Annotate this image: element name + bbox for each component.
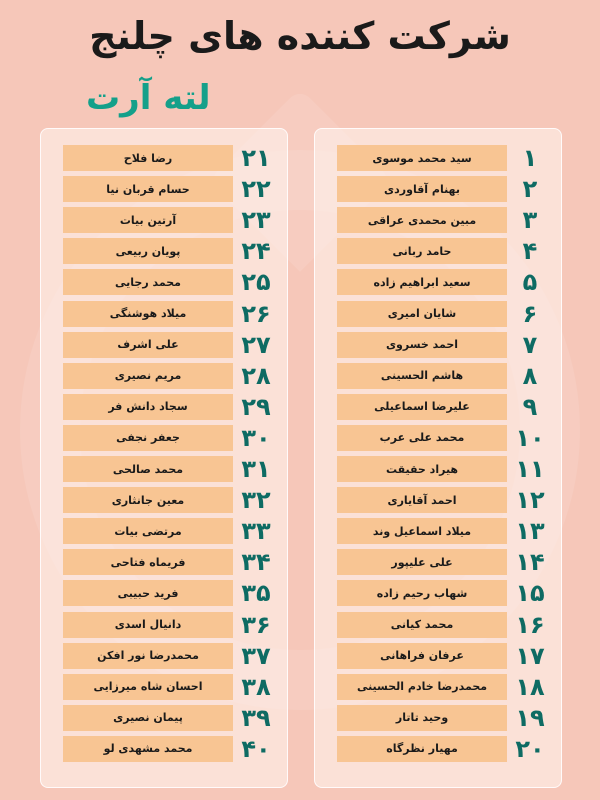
participant-number: ۳۳ <box>241 517 271 546</box>
participant-number: ۴ <box>522 237 538 266</box>
participant-name: احمد خسروی <box>337 332 507 358</box>
participant-row <box>63 674 279 700</box>
participant-number: ۲۸ <box>241 361 271 390</box>
participant-name: میلاد هوشنگی <box>63 301 233 327</box>
participant-row <box>337 674 553 700</box>
participant-number: ۳۸ <box>241 672 271 701</box>
participant-name: وحید تاتار <box>337 705 507 731</box>
participant-row <box>63 736 279 762</box>
participant-row <box>337 456 553 482</box>
participant-number: ۷ <box>522 330 538 359</box>
participant-name: مرتضی بیات <box>63 518 233 544</box>
participant-row <box>63 643 279 669</box>
participant-name: محمد رجایی <box>63 269 233 295</box>
participant-name: فرید حبیبی <box>63 580 233 606</box>
participant-number: ۱۸ <box>515 672 545 701</box>
participant-row <box>63 487 279 513</box>
participant-row <box>337 332 553 358</box>
participant-row <box>63 238 279 264</box>
participant-number: ۴۰ <box>241 734 271 763</box>
participant-row <box>337 643 553 669</box>
participant-name: هیراد حقیقت <box>337 456 507 482</box>
participant-row <box>63 145 279 171</box>
participant-number: ۳۱ <box>241 455 271 483</box>
participant-row <box>63 363 279 389</box>
participant-name: دانیال اسدی <box>63 612 233 638</box>
participant-row <box>63 425 279 451</box>
participant-row <box>337 425 553 451</box>
participant-number: ۲۴ <box>241 237 271 266</box>
participant-row <box>337 549 553 575</box>
participant-name: شایان امیری <box>337 301 507 327</box>
participant-number: ۵ <box>522 268 538 297</box>
participant-name: شهاب رحیم زاده <box>337 580 507 606</box>
participant-row <box>337 394 553 420</box>
participant-number: ۱۰ <box>515 423 545 452</box>
participant-row <box>63 332 279 358</box>
participant-name: محمد مشهدی لو <box>63 736 233 762</box>
participant-row <box>337 705 553 731</box>
participant-name: هاشم الحسینی <box>337 363 507 389</box>
participant-row <box>63 456 279 482</box>
participant-name: محمد کیانی <box>337 612 507 638</box>
participant-name: مبین محمدی عراقی <box>337 207 507 233</box>
participant-row <box>337 301 553 327</box>
participant-row <box>63 580 279 606</box>
participant-number: ۲۱ <box>241 144 271 172</box>
participant-row <box>337 176 553 202</box>
participant-number: ۲۶ <box>241 299 271 328</box>
participant-number: ۱ <box>522 144 538 172</box>
participant-number: ۲۷ <box>241 330 271 359</box>
participant-row <box>63 207 279 233</box>
participant-name: جعفر نجفی <box>63 425 233 451</box>
participant-row <box>337 269 553 295</box>
participant-row <box>63 301 279 327</box>
participant-number: ۳۰ <box>241 423 271 452</box>
participant-name: عرفان فراهانی <box>337 643 507 669</box>
participant-name: رضا فلاح <box>63 145 233 171</box>
page-title: شرکت کننده های چلنج <box>89 14 511 58</box>
participant-name: حامد ربانی <box>337 238 507 264</box>
participant-number: ۲۵ <box>241 268 271 297</box>
participant-row <box>337 612 553 638</box>
participant-name: علی اشرف <box>63 332 233 358</box>
participant-row <box>63 518 279 544</box>
participant-number: ۹ <box>522 392 538 421</box>
participant-row <box>63 394 279 420</box>
participant-number: ۱۱ <box>515 455 545 483</box>
participant-number: ۳۴ <box>241 548 271 577</box>
participant-name: سید محمد موسوی <box>337 145 507 171</box>
participant-name: پیمان نصیری <box>63 705 233 731</box>
participant-name: مریم نصیری <box>63 363 233 389</box>
participant-name: حسام قربان نیا <box>63 176 233 202</box>
participant-name: محمدرضا نور افکن <box>63 643 233 669</box>
participant-name: معین جانثاری <box>63 487 233 513</box>
participant-row <box>337 363 553 389</box>
participant-row <box>337 145 553 171</box>
participant-name: سعید ابراهیم زاده <box>337 269 507 295</box>
participant-number: ۲ <box>522 175 538 204</box>
participant-number: ۳۶ <box>241 610 271 639</box>
participant-name: محمد علی عرب <box>337 425 507 451</box>
participant-name: آرتین بیات <box>63 207 233 233</box>
participant-name: بهنام آقاوردی <box>337 176 507 202</box>
participant-number: ۳۲ <box>241 486 271 515</box>
participant-number: ۳۷ <box>241 641 271 670</box>
participant-name: محمد صالحی <box>63 456 233 482</box>
participant-number: ۳ <box>522 206 538 235</box>
participant-number: ۲۰ <box>515 734 545 763</box>
participant-row <box>63 549 279 575</box>
participant-name: احمد آقایاری <box>337 487 507 513</box>
participant-row <box>63 612 279 638</box>
brand-name: لته آرت <box>86 78 211 118</box>
participant-number: ۱۷ <box>515 641 545 670</box>
participant-row <box>337 580 553 606</box>
participant-row <box>337 238 553 264</box>
participant-name: میلاد اسماعیل وند <box>337 518 507 544</box>
participant-name: احسان شاه میرزایی <box>63 674 233 700</box>
participant-name: علیرضا اسماعیلی <box>337 394 507 420</box>
participant-name: فریماه فتاحی <box>63 549 233 575</box>
participant-row <box>337 518 553 544</box>
participant-name: علی علیپور <box>337 549 507 575</box>
participant-name: پویان ربیعی <box>63 238 233 264</box>
participant-number: ۳۵ <box>241 579 271 608</box>
participant-number: ۲۳ <box>241 206 271 235</box>
participant-number: ۳۹ <box>241 703 271 732</box>
participant-number: ۸ <box>522 361 538 390</box>
participant-number: ۲۲ <box>241 175 271 204</box>
participant-number: ۲۹ <box>241 392 271 421</box>
participant-name: مهیار نظرگاه <box>337 736 507 762</box>
participants-list-left <box>40 128 288 788</box>
participant-number: ۱۵ <box>515 579 545 608</box>
participant-number: ۱۲ <box>515 486 545 515</box>
participants-list-right <box>314 128 562 788</box>
participant-name: سجاد دانش فر <box>63 394 233 420</box>
participant-row <box>63 176 279 202</box>
participant-number: ۱۳ <box>515 517 545 546</box>
participant-row <box>63 705 279 731</box>
participant-name: محمدرضا خادم الحسینی <box>337 674 507 700</box>
participant-row <box>337 487 553 513</box>
participant-row <box>337 207 553 233</box>
participant-number: ۱۶ <box>515 610 545 639</box>
participant-row <box>337 736 553 762</box>
participant-number: ۱۹ <box>515 703 545 732</box>
participant-number: ۶ <box>522 299 538 328</box>
participant-number: ۱۴ <box>515 548 545 577</box>
participant-row <box>63 269 279 295</box>
